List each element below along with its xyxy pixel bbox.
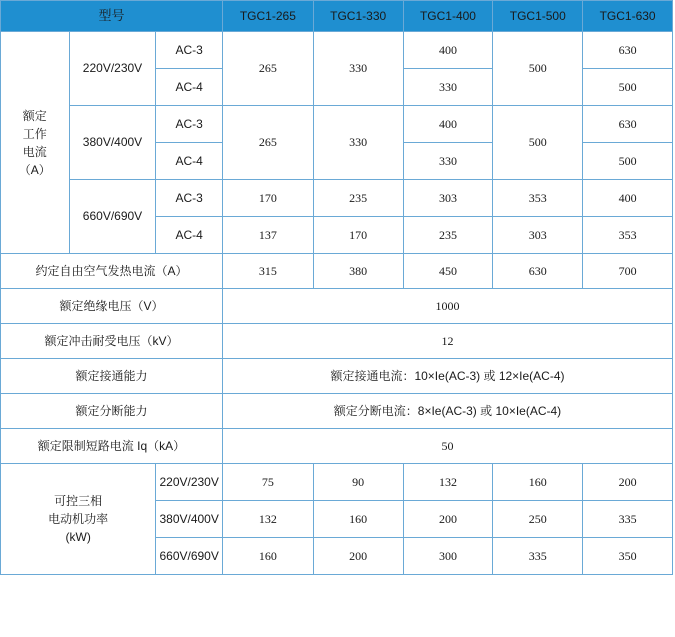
motor-power-label-line2: 电动机功率 bbox=[48, 512, 109, 526]
table-header bbox=[1, 1, 673, 32]
rated-current-label-line1: 额定 bbox=[22, 108, 47, 123]
cell-value: 250 bbox=[493, 501, 583, 538]
row-label-thermal-current: 约定自由空气发热电流（A） bbox=[1, 254, 223, 289]
cell-value: 500 bbox=[583, 69, 673, 106]
row-label-short-circuit-current: 额定限制短路电流 Iq（kA） bbox=[1, 429, 223, 464]
cell-value: 300 bbox=[403, 538, 493, 575]
cell-value: 330 bbox=[313, 32, 403, 106]
cell-value: 132 bbox=[222, 501, 313, 538]
cell-value: 400 bbox=[403, 106, 493, 143]
cell-value: 450 bbox=[403, 254, 493, 289]
header-model-1: TGC1-265 bbox=[222, 1, 313, 32]
cell-value: 335 bbox=[493, 538, 583, 575]
utilization-category: AC-3 bbox=[156, 180, 223, 217]
row-label-impulse-voltage: 额定冲击耐受电压（kV） bbox=[1, 324, 223, 359]
cell-value: 353 bbox=[493, 180, 583, 217]
header-model-4: TGC1-500 bbox=[493, 1, 583, 32]
motor-voltage-660: 660V/690V bbox=[156, 538, 223, 575]
cell-value: 400 bbox=[403, 32, 493, 69]
table-row bbox=[1, 359, 673, 394]
cell-value: 170 bbox=[313, 217, 403, 254]
cell-value: 265 bbox=[222, 32, 313, 106]
cell-value: 235 bbox=[313, 180, 403, 217]
cell-value: 170 bbox=[222, 180, 313, 217]
cell-value: 160 bbox=[313, 501, 403, 538]
motor-power-label bbox=[1, 464, 156, 575]
cell-value: 400 bbox=[583, 180, 673, 217]
voltage-group-380: 380V/400V bbox=[69, 106, 156, 180]
utilization-category: AC-4 bbox=[156, 69, 223, 106]
table-row bbox=[1, 394, 673, 429]
cell-value: 335 bbox=[583, 501, 673, 538]
table-row bbox=[1, 289, 673, 324]
cell-value: 500 bbox=[583, 143, 673, 180]
utilization-category: AC-3 bbox=[156, 32, 223, 69]
cell-value: 265 bbox=[222, 106, 313, 180]
cell-value: 315 bbox=[222, 254, 313, 289]
header-model-5: TGC1-630 bbox=[583, 1, 673, 32]
header-model-3: TGC1-400 bbox=[403, 1, 493, 32]
cell-value: 500 bbox=[493, 32, 583, 106]
rated-current-label bbox=[1, 32, 70, 254]
table-body bbox=[1, 32, 673, 575]
cell-value: 200 bbox=[583, 464, 673, 501]
cell-value: 350 bbox=[583, 538, 673, 575]
table-row bbox=[1, 429, 673, 464]
table-row bbox=[1, 464, 673, 501]
utilization-category: AC-4 bbox=[156, 143, 223, 180]
rated-current-label-line2: 工作 bbox=[22, 126, 47, 141]
cell-value: 630 bbox=[493, 254, 583, 289]
table-row bbox=[1, 180, 673, 217]
table-row bbox=[1, 324, 673, 359]
cell-value: 330 bbox=[403, 143, 493, 180]
cell-value: 630 bbox=[583, 32, 673, 69]
cell-value-merged: 12 bbox=[222, 324, 672, 359]
motor-power-label-line1: 可控三相 bbox=[54, 494, 103, 508]
cell-value: 200 bbox=[403, 501, 493, 538]
cell-value: 500 bbox=[493, 106, 583, 180]
cell-value: 330 bbox=[403, 69, 493, 106]
cell-value: 330 bbox=[313, 106, 403, 180]
header-model-label: 型号 bbox=[1, 1, 223, 32]
utilization-category: AC-4 bbox=[156, 217, 223, 254]
rated-current-label-line4: （A） bbox=[18, 162, 51, 177]
cell-value: 700 bbox=[583, 254, 673, 289]
cell-value: 90 bbox=[313, 464, 403, 501]
cell-value: 303 bbox=[403, 180, 493, 217]
voltage-group-660: 660V/690V bbox=[69, 180, 156, 254]
row-label-breaking-capacity: 额定分断能力 bbox=[1, 394, 223, 429]
cell-value: 200 bbox=[313, 538, 403, 575]
row-label-making-capacity: 额定接通能力 bbox=[1, 359, 223, 394]
cell-value: 353 bbox=[583, 217, 673, 254]
cell-value: 630 bbox=[583, 106, 673, 143]
header-model-2: TGC1-330 bbox=[313, 1, 403, 32]
utilization-category: AC-3 bbox=[156, 106, 223, 143]
cell-value: 132 bbox=[403, 464, 493, 501]
cell-value: 160 bbox=[222, 538, 313, 575]
rated-current-label-line3: 电流 bbox=[22, 144, 47, 159]
cell-value-merged: 额定接通电流：10×Ie(AC-3) 或 12×Ie(AC-4) bbox=[222, 359, 672, 394]
motor-voltage-380: 380V/400V bbox=[156, 501, 223, 538]
row-label-insulation-voltage: 额定绝缘电压（V） bbox=[1, 289, 223, 324]
motor-voltage-220: 220V/230V bbox=[156, 464, 223, 501]
cell-value-merged: 1000 bbox=[222, 289, 672, 324]
table-row bbox=[1, 254, 673, 289]
motor-power-label-line3: (kW) bbox=[65, 530, 91, 544]
table-row bbox=[1, 106, 673, 143]
cell-value: 303 bbox=[493, 217, 583, 254]
table-row bbox=[1, 32, 673, 69]
voltage-group-220: 220V/230V bbox=[69, 32, 156, 106]
cell-value: 75 bbox=[222, 464, 313, 501]
cell-value: 160 bbox=[493, 464, 583, 501]
cell-value-merged: 额定分断电流：8×Ie(AC-3) 或 10×Ie(AC-4) bbox=[222, 394, 672, 429]
cell-value: 235 bbox=[403, 217, 493, 254]
cell-value: 380 bbox=[313, 254, 403, 289]
cell-value: 137 bbox=[222, 217, 313, 254]
cell-value-merged: 50 bbox=[222, 429, 672, 464]
header-row bbox=[1, 1, 673, 32]
